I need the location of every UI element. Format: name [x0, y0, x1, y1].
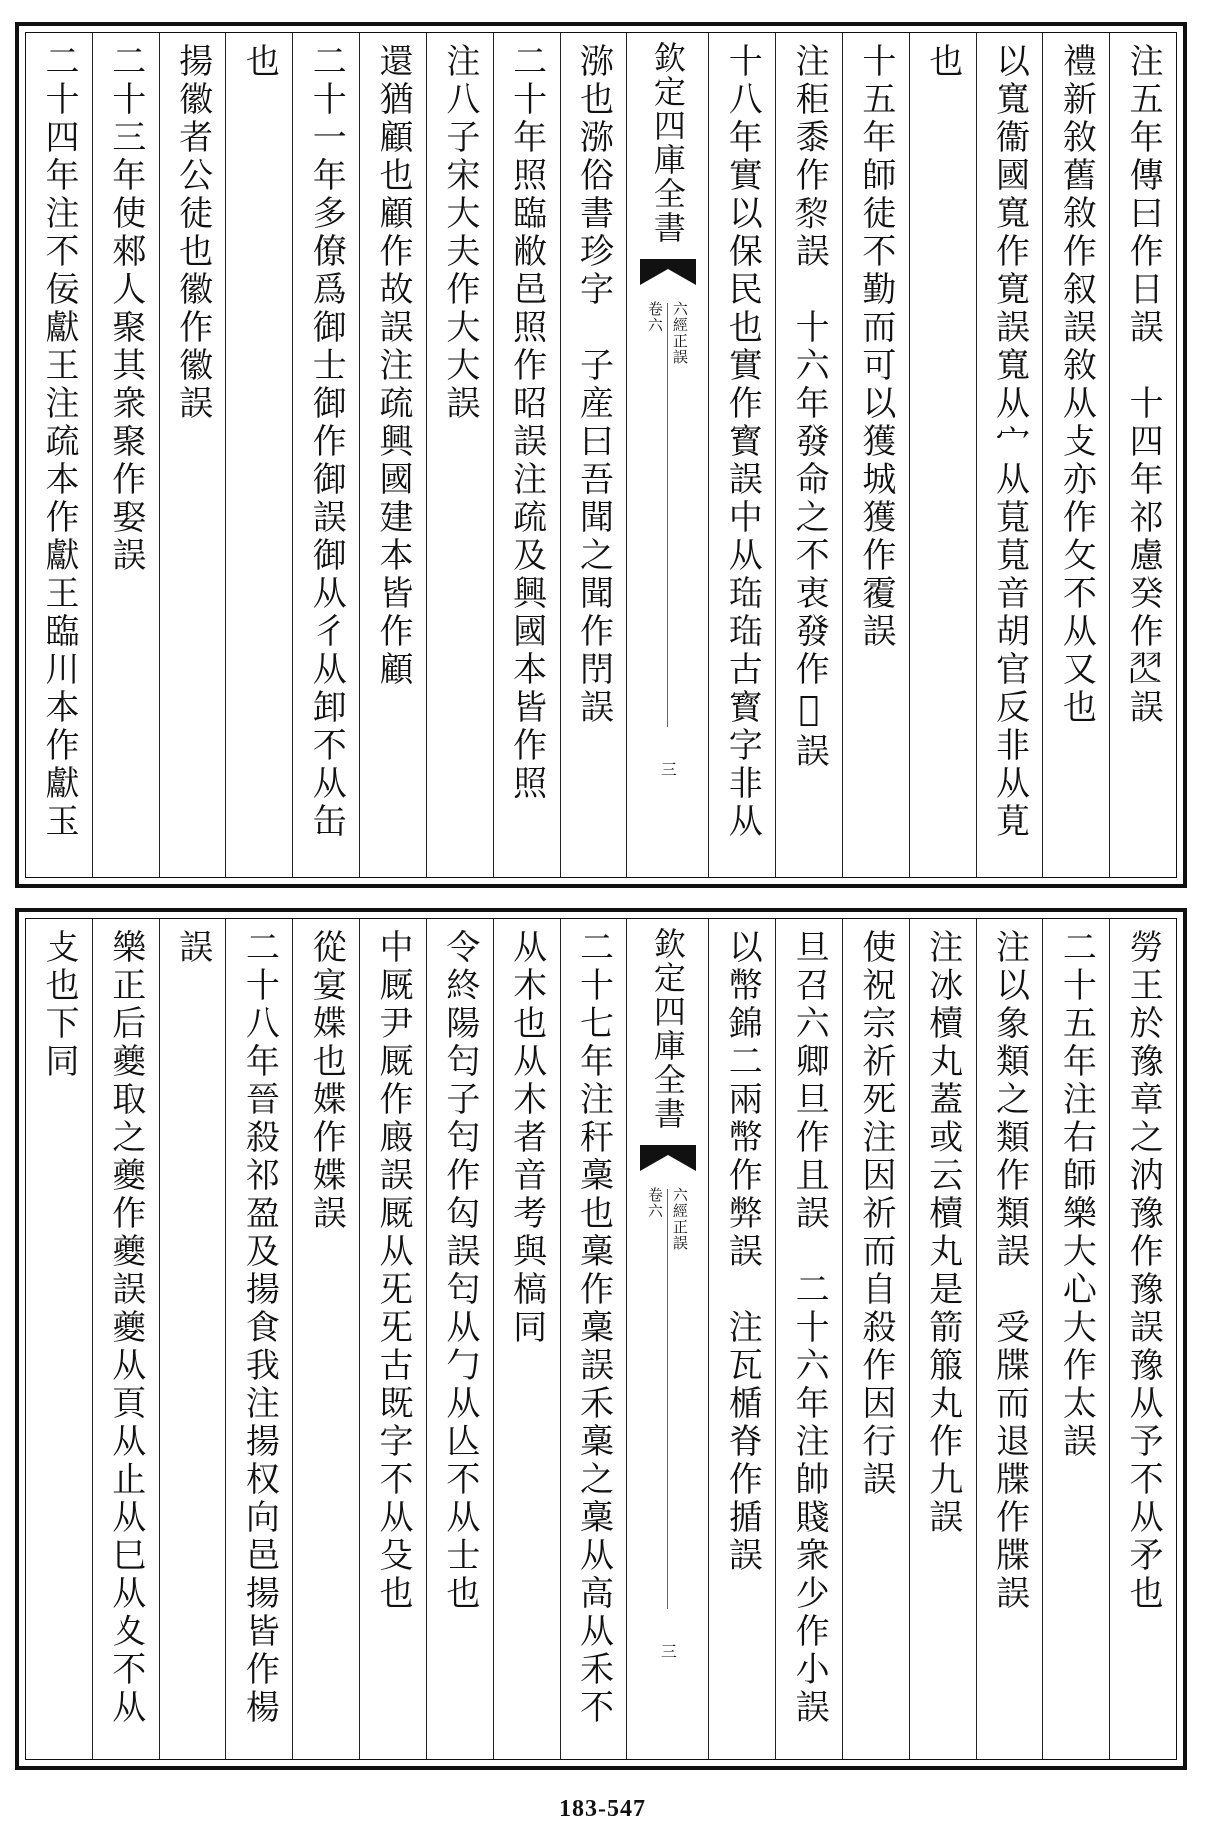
book-title: 六經正誤 [670, 301, 689, 365]
text-column: 使祝宗祈死注因祈而自殺作因行誤 [842, 919, 909, 1759]
text-column: 二十七年注秆稾也稾作稾誤禾稾之稾从高从禾不 [560, 919, 627, 1759]
text-column: 二十三年使郲人聚其衆聚作娶誤 [92, 33, 159, 877]
bottom-column-frame [25, 918, 1177, 1760]
top-page-block [15, 22, 1187, 888]
text-column: 二十一年多僚爲御士御作御誤御从彳从卸不从缶 [292, 33, 359, 877]
text-column: 二十五年注右師樂大心大作太誤 [1042, 919, 1109, 1759]
collection-title: 欽定四庫全書 [648, 927, 687, 1131]
text-column: 中厩尹厩作廄誤厩从旡旡古既字不从殳也 [359, 919, 426, 1759]
text-column: 從宴媟也媟作媟誤 [292, 919, 359, 1759]
text-column: 攴也下同 [38, 929, 79, 1081]
text-column: 注以象類之類作類誤 受牒而退牒作牒誤 [976, 919, 1043, 1759]
text-column: 旦召六卿旦作且誤 二十六年注帥賤衆少作小誤 [775, 919, 842, 1759]
center-rule [667, 1189, 668, 1609]
collection-title: 欽定四庫全書 [648, 41, 687, 245]
text-column: 注冰櫝丸蓋或云櫝丸是箭箙丸作九誤 [909, 919, 976, 1759]
volume-number: 卷六 [645, 1187, 664, 1219]
text-column: 還猶顧也顧作故誤注疏興國建本皆作顧 [359, 33, 426, 877]
text-column: 以寬衞國寬作寛誤寬从宀从萈萈音胡官反非从莧 [976, 33, 1043, 877]
fishtail-mark [640, 259, 696, 289]
center-fold-column [626, 33, 708, 877]
text-column: 注八子宋大夫作大大誤 [426, 33, 493, 877]
text-column: 樂正后夔取之夔作夔誤夔从頁从止从巳从夊不从 [92, 919, 159, 1759]
text-column: 二十八年晉殺祁盈及揚食我注揚权向邑揚皆作楊 [225, 919, 292, 1759]
text-column: 誤 [159, 919, 226, 1759]
text-column: 也 [225, 33, 292, 877]
text-column: 从木也从木者音考與槁同 [493, 919, 560, 1759]
text-column: 㳽也㳽俗書珍字 子産曰吾聞之聞作閅誤 [560, 33, 627, 877]
text-column: 以幣錦二兩幣作弊誤 注瓦楯脊作揗誤 [708, 919, 775, 1759]
text-column: 二十四年注不佞獻王注疏本作獻王臨川本作獻玉 [38, 43, 79, 841]
text-column: 注秬黍作𥟖誤 十六年發命之不衷發作𤼵誤 [775, 33, 842, 877]
book-title: 六經正誤 [670, 1187, 689, 1251]
text-column: 十八年實以保民也實作寳誤中从珤珤古寳字非从 [708, 33, 775, 877]
leaf-number: 三 [658, 1643, 678, 1659]
fishtail-mark [640, 1145, 696, 1175]
center-rule [667, 303, 668, 727]
top-column-frame [25, 32, 1177, 878]
text-column: 注五年傳曰作日誤 十四年祁慮癸作𦏶誤 [1109, 33, 1176, 877]
text-column: 二十年照臨敝邑照作昭誤注疏及興國本皆作照 [493, 33, 560, 877]
text-column: 勞王於豫章之汭豫作豫誤豫从予不从矛也 [1109, 919, 1176, 1759]
page-number: 183-547 [559, 1796, 646, 1822]
center-fold-column [626, 919, 708, 1759]
leaf-number: 三 [658, 761, 678, 777]
text-column: 十五年師徒不勤而可以獲城獲作䨱誤 [842, 33, 909, 877]
bottom-page-block [15, 908, 1187, 1770]
text-column: 也 [909, 33, 976, 877]
text-column: 令終陽匄子匄作匃誤匄从勹从亾不从士也 [426, 919, 493, 1759]
text-column: 揚徽者公徒也徽作徽誤 [159, 33, 226, 877]
volume-number: 卷六 [645, 301, 664, 333]
text-column: 禮新敘舊敘作叙誤敘从攴亦作攵不从又也 [1042, 33, 1109, 877]
